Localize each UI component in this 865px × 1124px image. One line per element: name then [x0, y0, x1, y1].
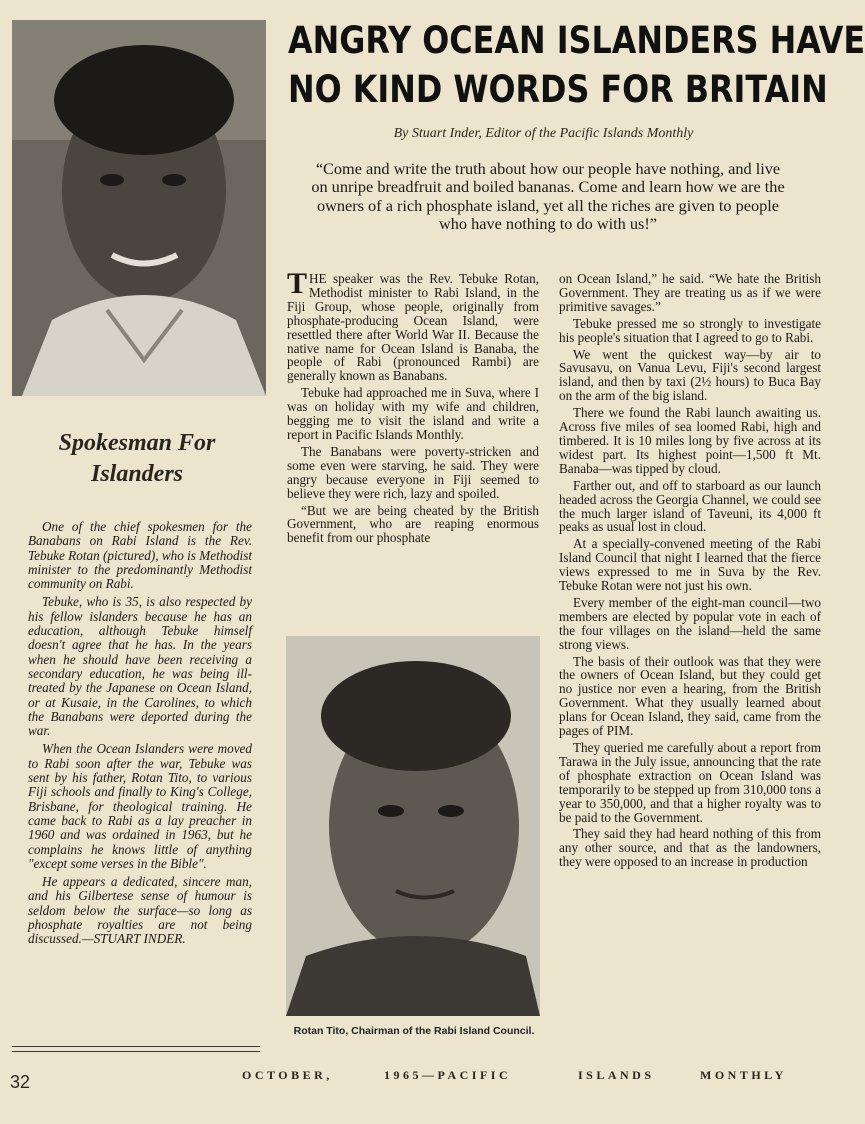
sidebar-bottom-rule	[12, 1046, 260, 1047]
sidebar-title-line-1: Spokesman For	[58, 430, 216, 456]
article-paragraph: The Banabans were poverty-stricken and some even were starving, he said. They were angry because everyone in Fiji seemed to believe they were rich, lazy and spoiled.	[287, 443, 539, 501]
portrait-photo-tebuke-rotan	[12, 20, 266, 396]
photo-caption: Rotan Tito, Chairman of the Rabi Island Council.	[293, 1025, 535, 1037]
article-paragraph: Farther out, and off to starboard as our launch headed across the Georgia Channel, we could see the much larger island of Taveuni, its 4,000 ft peaks as usual lost in cloud.	[559, 477, 821, 535]
sidebar-paragraph: When the Ocean Islanders were moved to Rabi soon after the war, Tebuke was sent by his father, Rotan Tito, to various Fiji schools and finally to King's College, Brisbane, for theological training. He came back to Rabi as a lay preacher in 1960 and was ordained in 1963, but he complains he knows little of anything "except some verses in the Bible".	[28, 741, 252, 871]
sidebar-bottom-rule-2	[12, 1051, 260, 1052]
article-paragraph: Every member of the eight-man council—two members are elected by popular vote in each of the four villages on the island—held the same strong views.	[559, 594, 821, 652]
article-paragraph-lead	[287, 267, 539, 384]
photo-rotan-tito	[286, 636, 540, 1016]
article-paragraph: Tebuke had approached me in Suva, where I was on holiday with my wife and children, begging me to visit the island and write a report in Pacific Islands Monthly.	[287, 385, 539, 442]
portrait-illustration	[12, 20, 266, 396]
article-paragraph: The basis of their outlook was that they were the owners of Ocean Island, but they could get no justice nor even a hearing, from the British Government. What they usually learned about plans for Ocean Island, they said, came from the pages of PIM.	[559, 653, 821, 739]
sidebar-title-line-2: Islanders	[90, 461, 184, 487]
sidebar-paragraph: Tebuke, who is 35, is also respected by his fellow islanders because he has an education, although Tebuke himself doesn't agree that he has. In the years when he should have been receiving a secondary education, he was being ill-treated by the Japanese on Ocean Island, or at Kusaie, in the Carolines, to which the Banabans were deported during the war.	[28, 594, 252, 739]
lead-text: HE speaker was the Rev. Tebuke Rotan, Methodist minister to Rabi Island, in the Fiji Group, whose people, originally from phosphate-producing Ocean Island, were resettled there after World War II. Because the native name for Ocean Island is Banaba, the people of Rabi (pronounced Rambi) are generally known as Banabans.	[287, 271, 539, 384]
article-column-1	[287, 267, 539, 622]
article-paragraph: We went the quickest way—by air to Savusavu, on Vanua Levu, Fiji's second largest island, and then by taxi (2½ hours) to Buca Bay on the arm of the big island.	[559, 346, 821, 404]
headline-line-2: NO KIND WORDS FOR BRITAIN	[288, 68, 828, 111]
article-paragraph: They said they had heard nothing of this from any other source, and that as the landowners, they were opposed to an increase in production	[559, 826, 821, 870]
sidebar-paragraph: One of the chief spokesmen for the Banabans on Rabi Island is the Rev. Tebuke Rotan (pictured), who is Methodist minister to the predominantly Methodist community on Rabi.	[28, 519, 252, 592]
pull-quote: “Come and write the truth about how our people have nothing, and live on unripe breadfruit and boiled bananas. Come and learn how we are the owners of a rich phosphate island, yet all the riches are given to people who have nothing to do with us!”	[311, 159, 785, 233]
article-paragraph: Tebuke pressed me so strongly to investigate his people's situation that I agreed to go to Rabi.	[559, 315, 821, 345]
article-paragraph: “But we are being cheated by the British Government, who are reaping enormous benefit from our phosphate	[287, 502, 539, 546]
rotan-tito-illustration	[286, 636, 540, 1016]
article-paragraph: on Ocean Island,” he said. “We hate the British Government. They are treating us as if we were primitive savages.”	[559, 271, 821, 314]
footer-monthly: MONTHLY	[700, 1068, 787, 1082]
drop-cap: T	[287, 267, 308, 300]
footer-year-publication: 1965—PACIFIC	[384, 1068, 512, 1082]
headline-line-1: ANGRY OCEAN ISLANDERS HAVE	[288, 19, 865, 62]
sidebar-paragraph: He appears a dedicated, sincere man, and his Gilbertese sense of humour is seldom below the surface—so long as phosphate royalties are not being discussed.—STUART INDER.	[28, 874, 252, 947]
footer-islands: ISLANDS	[578, 1068, 655, 1082]
sidebar-title	[26, 428, 248, 490]
article-column-2	[559, 271, 821, 1062]
article-paragraph: There we found the Rabi launch awaiting us. Across five miles of sea loomed Rabi, high and timbered. It is 10 miles long by five across at its widest part. Its highest point—1,500 ft Mt. Banaba—was tipped by cloud.	[559, 405, 821, 476]
footer-month: OCTOBER,	[242, 1068, 333, 1082]
article-paragraph: They queried me carefully about a report from Tarawa in the July issue, announcing that the rate of phosphate extraction on Ocean Island was temporarily to be stepped up from 310,000 tons a year to 350,000, and that a higher royalty was to be paid to the Government.	[559, 740, 821, 825]
article-paragraph: At a specially-convened meeting of the Rabi Island Council that night I learned that the fierce views expressed to me in Suva by the Rev. Tebuke Rotan were not just his own.	[559, 536, 821, 594]
headline	[288, 16, 865, 116]
sidebar-body	[28, 520, 252, 951]
page-number: 32	[10, 1072, 31, 1092]
byline: By Stuart Inder, Editor of the Pacific Islands Monthly	[393, 126, 694, 141]
